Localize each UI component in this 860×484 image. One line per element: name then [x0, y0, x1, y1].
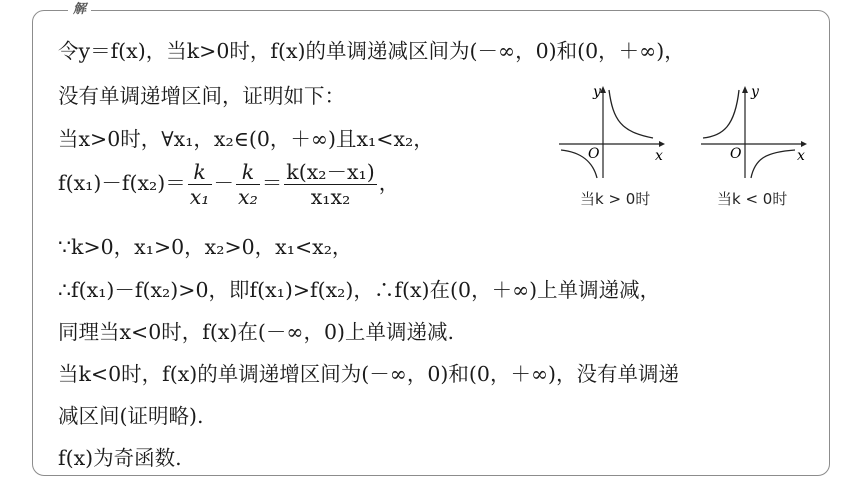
line-3: 当x>0时，∀x₁，x₂∈(0，＋∞)且x₁<x₂，	[58, 127, 434, 151]
line-5: ∵k>0，x₁>0，x₂>0，x₁<x₂，	[58, 235, 353, 259]
line-8: 当k<0时，f(x)的单调递增区间为(－∞，0)和(0，＋∞)，没有单调递	[58, 362, 680, 386]
curve-quadrant-2	[703, 90, 739, 138]
eq-minus: －	[213, 171, 235, 195]
line-6: ∴f(x₁)－f(x₂)>0，即f(x₁)>f(x₂)，∴f(x)在(0，＋∞)上单调递减，	[58, 278, 661, 302]
caption-k-positive: 当k > 0时	[580, 190, 651, 208]
solution-tag: 解	[68, 0, 91, 20]
line-9: 减区间(证明略).	[58, 404, 204, 428]
fraction-1-numerator: k	[188, 160, 212, 185]
line-7: 同理当x<0时，f(x)在(－∞，0)上单调递减.	[58, 320, 455, 344]
x-axis-arrow-icon	[659, 141, 665, 147]
curve-quadrant-4	[751, 150, 795, 178]
y-axis-label: y	[593, 84, 601, 100]
y-axis-label: y	[751, 84, 759, 100]
fraction-1-denominator: x₁	[189, 185, 210, 209]
caption-k-negative: 当k < 0时	[717, 190, 788, 208]
line-2: 没有单调递增区间，证明如下：	[58, 84, 345, 108]
eq-lhs: f(x₁)－f(x₂)＝	[58, 171, 186, 195]
x-axis-label: x	[655, 148, 663, 164]
y-axis-arrow-icon	[742, 86, 748, 93]
fraction-3-numerator: k(x₂－x₁)	[286, 160, 375, 184]
line-10: f(x)为奇函数.	[58, 446, 182, 470]
origin-label: O	[588, 146, 600, 162]
graph-k-positive	[555, 82, 670, 182]
fraction-2-denominator: x₂	[238, 185, 258, 209]
fraction-2-numerator: k	[236, 160, 260, 185]
origin-label: O	[730, 146, 742, 162]
fraction-3-denominator: x₁x₂	[310, 185, 351, 209]
graph-k-negative	[697, 82, 812, 182]
curve-quadrant-1	[609, 90, 653, 138]
x-axis-label: x	[797, 148, 805, 164]
line-1: 令y＝f(x)，当k>0时，f(x)的单调递减区间为(－∞，0)和(0，＋∞)，	[58, 39, 685, 63]
fraction-1	[188, 160, 212, 209]
fraction-2	[236, 160, 260, 209]
fraction-3	[284, 160, 376, 209]
line-4-equation	[58, 160, 399, 209]
eq-equals: ＝	[261, 171, 283, 195]
eq-end: ，	[378, 171, 400, 195]
x-axis-arrow-icon	[801, 141, 807, 147]
